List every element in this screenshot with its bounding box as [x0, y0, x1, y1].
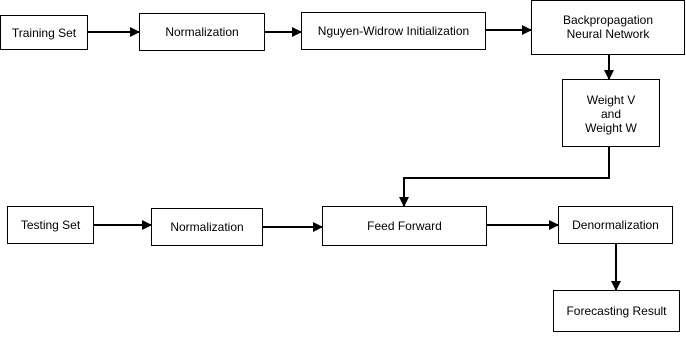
testing-set-label: Testing Set	[20, 218, 81, 232]
weights-box	[562, 79, 660, 147]
bpnn-label-line2: Neural Network	[566, 27, 650, 41]
forecasting-result-label: Forecasting Result	[566, 304, 667, 318]
feed-forward-label: Feed Forward	[367, 219, 442, 233]
arrow-weights-to-feed-forward	[404, 147, 609, 206]
bpnn-label-line1: Backpropagation	[562, 13, 654, 27]
weights-label-line1: Weight V	[586, 93, 636, 107]
denormalization-box	[558, 206, 673, 244]
training-set-label: Training Set	[11, 25, 77, 40]
testing-set-box	[7, 206, 94, 244]
weights-label-line2: and	[600, 107, 622, 121]
normalization-bottom-box	[151, 208, 263, 246]
normalization-top-box	[139, 13, 265, 51]
bpnn-box	[531, 0, 685, 55]
training-set-box	[0, 15, 88, 50]
normalization-top-label: Normalization	[165, 25, 239, 39]
nguyen-widrow-label: Nguyen-Widrow Initialization	[317, 24, 470, 38]
forecasting-result-box	[553, 290, 680, 332]
denormalization-label: Denormalization	[572, 218, 659, 232]
normalization-bottom-label: Normalization	[170, 220, 244, 234]
nguyen-widrow-box	[301, 12, 486, 50]
feed-forward-box	[322, 206, 487, 246]
weights-label-line3: Weight W	[585, 121, 637, 135]
